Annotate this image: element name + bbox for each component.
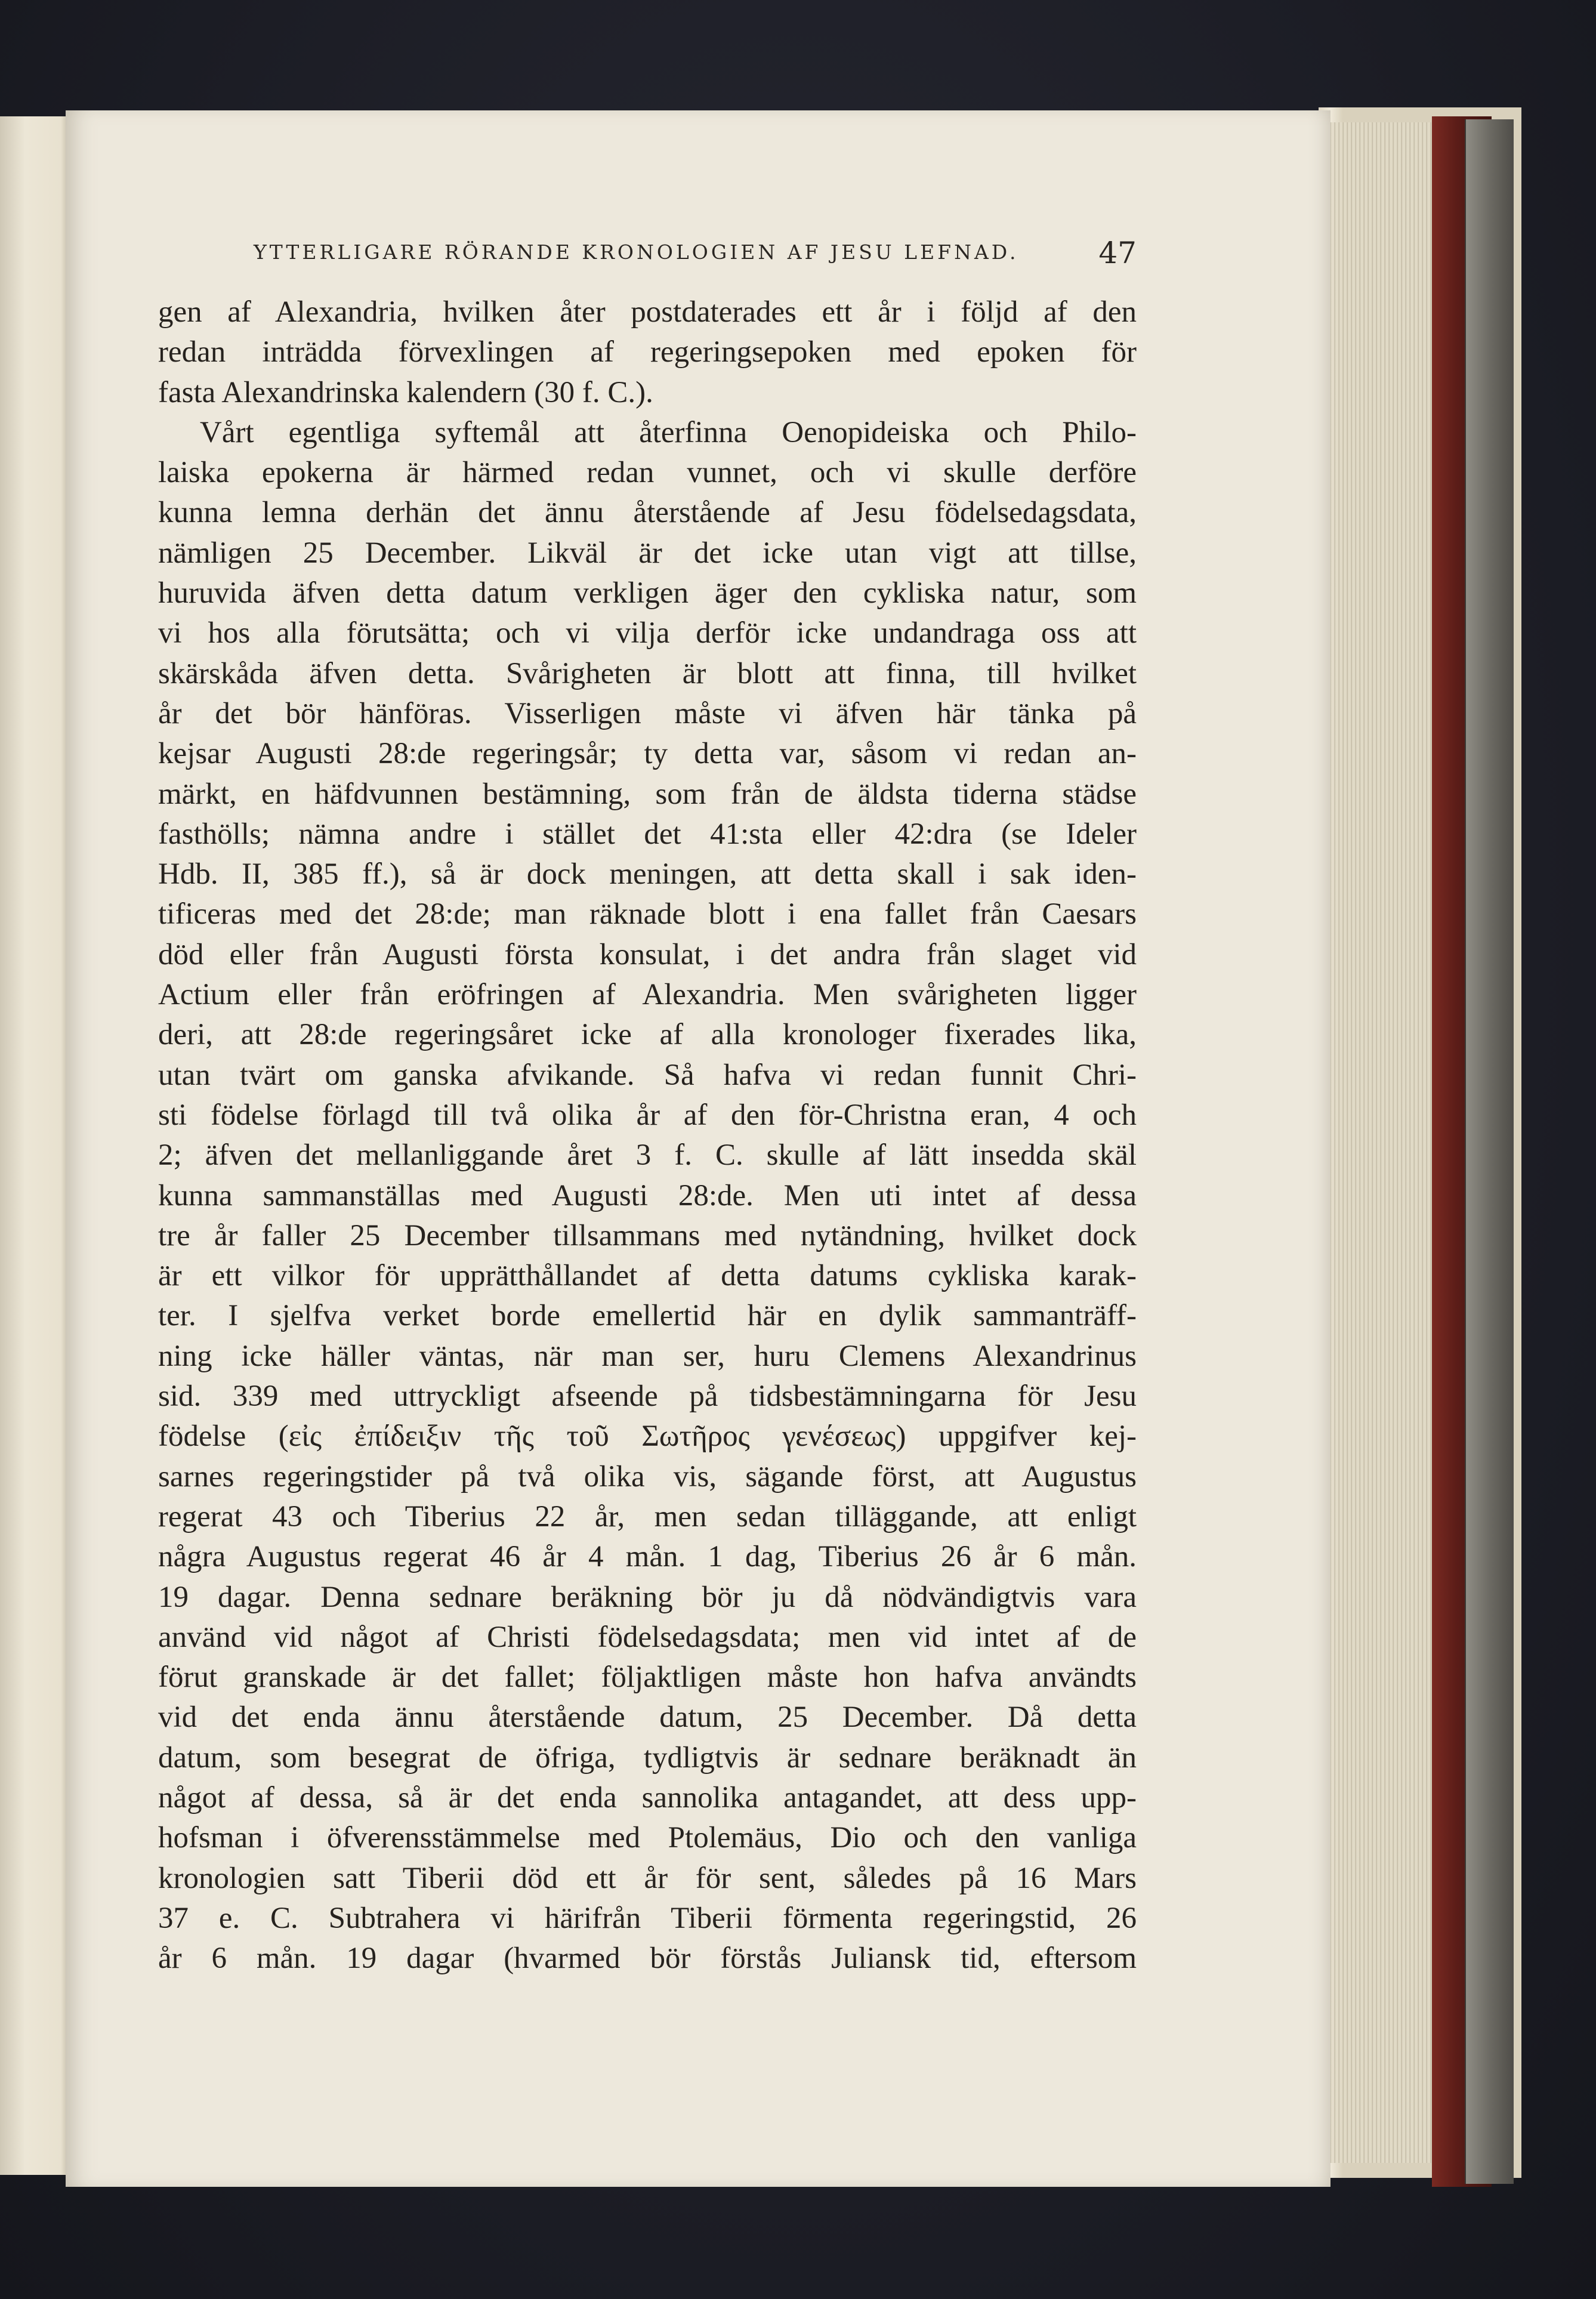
page-number: 47: [1098, 236, 1137, 270]
text-line: märkt, en häfdvunnen bestämning, som från de äldsta tiderna städse: [158, 777, 1137, 811]
text-line: förut granskade är det fallet; följaktligen måste hon hafva användts: [158, 1661, 1137, 1695]
text-line: hofsman i öfverensstämmelse med Ptolemäus, Dio och den vanliga: [158, 1821, 1137, 1855]
text-line: regerat 43 och Tiberius 22 år, men sedan tilläggande, att enligt: [158, 1499, 1137, 1533]
book-cover-cloth: [1465, 119, 1514, 2184]
text-line: redan inträdda förvexlingen af regeringsepoken med epoken för: [158, 335, 1137, 369]
text-line: ter. I sjelfva verket borde emellertid här en dylik sammanträff-: [158, 1299, 1137, 1333]
text-line: 19 dagar. Denna sednare beräkning bör ju då nödvändigtvis vara: [158, 1580, 1137, 1614]
text-line: födelse (εἰς ἐπίδειξιν τῆς τοῦ Σωτῆρος γενέσεως) uppgifver kej-: [158, 1419, 1137, 1454]
text-line: kunna lemna derhän det ännu återstående af Jesu födelsedagsdata,: [158, 496, 1137, 530]
page-block-lines: [1328, 122, 1447, 2163]
running-head: YTTERLIGARE RÖRANDE KRONOLOGIEN AF JESU LEFNAD.: [254, 240, 1019, 264]
text-line: Vårt egentliga syftemål att återfinna Oenopideiska och Philo-: [200, 415, 1137, 449]
text-line: vid det enda ännu återstående datum, 25 December. Då detta: [158, 1701, 1137, 1735]
text-line: gen af Alexandria, hvilken åter postdaterades ett år i följd af den: [158, 295, 1137, 329]
text-line: år det bör hänföras. Visserligen måste vi äfven här tänka på: [158, 696, 1137, 730]
text-line: fasthölls; nämna andre i stället det 41:sta eller 42:dra (se Ideler: [158, 817, 1137, 851]
text-line: sarnes regeringstider på två olika vis, sägande först, att Augustus: [158, 1459, 1137, 1493]
text-line: deri, att 28:de regeringsåret icke af alla kronologer fixerades lika,: [158, 1018, 1137, 1052]
text-line: kunna sammanställas med Augusti 28:de. Men uti intet af dessa: [158, 1178, 1137, 1212]
text-line: är ett vilkor för upprätthållandet af detta datums cykliska karak-: [158, 1259, 1137, 1293]
text-line: kejsar Augusti 28:de regeringsår; ty detta var, såsom vi redan an-: [158, 737, 1137, 771]
text-line: Hdb. II, 385 ff.), så är dock meningen, att detta skall i sak iden-: [158, 857, 1137, 891]
text-line: sti födelse förlagd till två olika år af den för-Christna eran, 4 och: [158, 1098, 1137, 1132]
text-line: vi hos alla förutsätta; och vi vilja derför icke undandraga oss att: [158, 616, 1137, 650]
text-line: 2; äfven det mellanliggande året 3 f. C. skulle af lätt insedda skäl: [158, 1138, 1137, 1172]
text-line: död eller från Augusti första konsulat, i det andra från slaget vid: [158, 937, 1137, 971]
left-page-edge: [0, 116, 73, 2175]
text-line: använd vid något af Christi födelsedagsdata; men vid intet af de: [158, 1620, 1137, 1654]
text-line: fasta Alexandrinska kalendern (30 f. C.).: [158, 375, 653, 409]
text-line: ning icke häller väntas, när man ser, huru Clemens Alexandrinus: [158, 1339, 1137, 1373]
page-header: [158, 236, 1137, 271]
text-line: Actium eller från eröfringen af Alexandria. Men svårigheten ligger: [158, 978, 1137, 1012]
text-line: datum, som besegrat de öfriga, tydligtvis är sednare beräknadt än: [158, 1741, 1137, 1775]
text-line: kronologien satt Tiberii död ett år för sent, således på 16 Mars: [158, 1861, 1137, 1895]
text-line: tificeras med det 28:de; man räknade blott i ena fallet från Caesars: [158, 897, 1137, 931]
text-line: tre år faller 25 December tillsammans med nytändning, hvilket dock: [158, 1218, 1137, 1252]
text-line: skärskåda äfven detta. Svårigheten är blott att finna, till hvilket: [158, 656, 1137, 690]
text-line: nämligen 25 December. Likväl är det icke utan vigt att tillse,: [158, 536, 1137, 570]
body-text: [158, 292, 1137, 1979]
text-line: laiska epokerna är härmed redan vunnet, och vi skulle derföre: [158, 456, 1137, 490]
text-line: 37 e. C. Subtrahera vi härifrån Tiberii förmenta regeringstid, 26: [158, 1901, 1137, 1935]
text-line: år 6 mån. 19 dagar (hvarmed bör förstås Juliansk tid, eftersom: [158, 1942, 1137, 1976]
text-line: utan tvärt om ganska afvikande. Så hafva vi redan funnit Chri-: [158, 1058, 1137, 1092]
text-line: sid. 339 med uttryckligt afseende på tidsbestämningarna för Jesu: [158, 1380, 1137, 1414]
text-line: några Augustus regerat 46 år 4 mån. 1 dag, Tiberius 26 år 6 mån.: [158, 1540, 1137, 1574]
text-line: något af dessa, så är det enda sannolika antagandet, att dess upp-: [158, 1780, 1137, 1814]
text-line: huruvida äfven detta datum verkligen äger den cykliska natur, som: [158, 576, 1137, 610]
